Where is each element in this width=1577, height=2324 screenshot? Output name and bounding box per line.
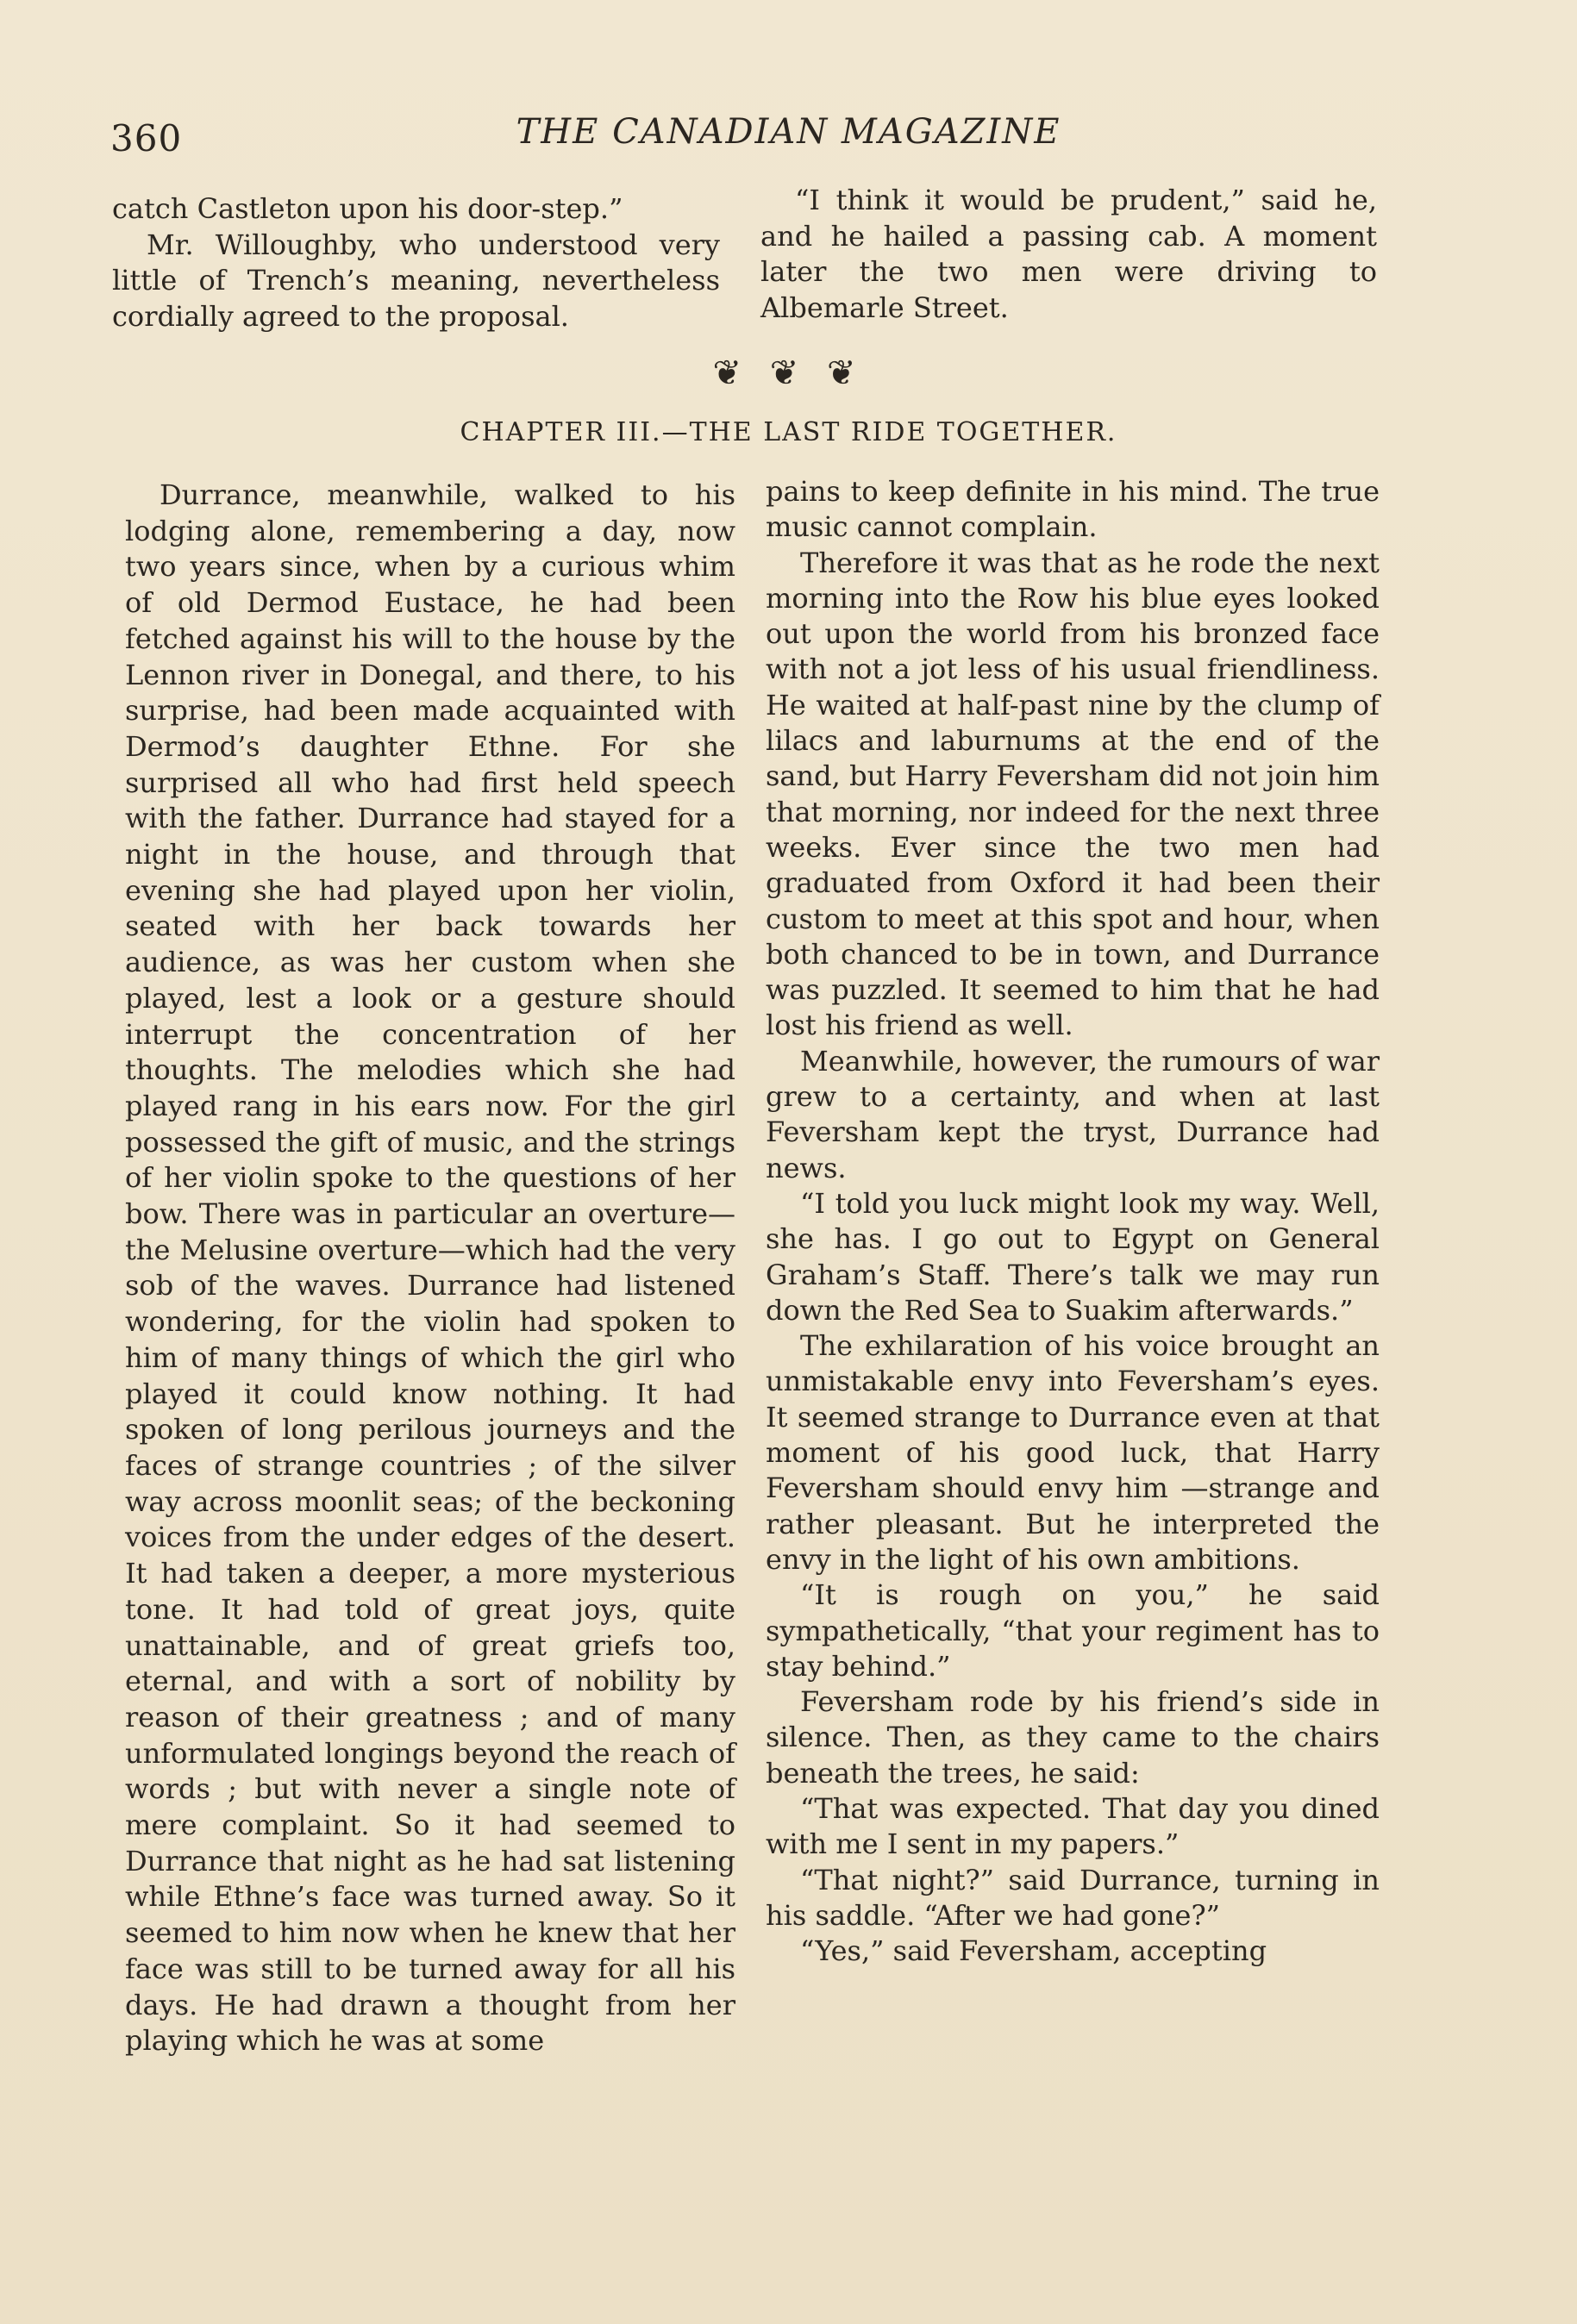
body-left-column: [125, 478, 735, 2059]
top-right-paragraph-1: “I think it would be prudent,” said he, and he hailed a passing cab. A moment later the two men were driving to Albemarle Street.: [760, 184, 1377, 324]
body-right-paragraph-9: “That night?” said Durrance, turning in his saddle. “After we had gone?”: [766, 1863, 1380, 1932]
body-right-paragraph-5: The exhilaration of his voice brought an unmistakable envy into Feversham’s eyes. It seemed strange to Durrance even at that moment of his good luck, that Harry Feversham should envy him —strange and rather pleasant. But he interpreted the envy in the light of his own ambitions.: [766, 1329, 1380, 1576]
body-left-paragraph-1: Durrance, meanwhile, walked to his lodging alone, remembering a day, now two years since, when by a curious whim of old Dermod Eustace, he had been fetched against his will to the house by the Lennon river in Donegal, and there, to his surprise, had been made acquainted with Dermod’s daughter Ethne. For she surprised all who had first held speech with the father. Durrance had stayed for a night in the house, and through that evening she had played upon her violin, seated with her back towards her audience, as was her custom when she played, lest a look or a gesture should interrupt the concentration of her thoughts. The melodies which she had played rang in his ears now. For the girl possessed the gift of music, and the strings of her violin spoke to the questions of her bow. There was in particular an overture—the Melusine overture—which had the very sob of the waves. Durrance had listened wondering, for the violin had spoken to him of many things of which the girl who played it could know nothing. It had spoken of long perilous journeys and the faces of strange countries ; of the silver way across moonlit seas; of the beckoning voices from the under edges of the desert. It had taken a deeper, a more mysterious tone. It had told of great joys, quite unattainable, and of great griefs too, eternal, and with a sort of nobility by reason of their greatness ; and of many unformulated longings beyond the reach of words ; but with never a single note of mere complaint. So it had seemed to Durrance that night as he had sat listening while Ethne’s face was turned away. So it seemed to him now when he knew that her face was still to be turned away for all his days. He had drawn a thought from her playing which he was at some: [125, 478, 735, 2058]
page-number: 360: [110, 117, 183, 159]
body-right-paragraph-8: “That was expected. That day you dined with me I sent in my papers.”: [766, 1791, 1380, 1861]
body-right-paragraph-1: pains to keep definite in his mind. The true music cannot complain.: [766, 475, 1380, 544]
body-right-paragraph-4: “I told you luck might look my way. Well, she has. I go out to Egypt on General Graham’s Staff. There’s talk we may run down the Red Sea to Suakim afterwards.”: [766, 1186, 1380, 1327]
top-left-paragraph-2: Mr. Willoughby, who understood very little of Trench’s meaning, nevertheless cordially agreed to the proposal.: [112, 228, 720, 333]
body-right-paragraph-10: “Yes,” said Feversham, accepting: [800, 1934, 1267, 1968]
top-left-column: [112, 191, 720, 334]
top-left-paragraph-1: catch Castleton upon his door-step.”: [112, 192, 623, 225]
top-right-column: [760, 183, 1377, 326]
body-right-paragraph-3: Meanwhile, however, the rumours of war grew to a certainty, and when at last Feversham kept the tryst, Durrance had news.: [766, 1044, 1380, 1184]
section-ornament-icon: ❦ ❦ ❦: [712, 353, 865, 393]
body-right-paragraph-6: “It is rough on you,” he said sympathetically, “that your regiment has to stay behind.”: [766, 1578, 1380, 1683]
body-right-paragraph-2: Therefore it was that as he rode the next morning into the Row his blue eyes looked out upon the world from his bronzed face with not a jot less of his usual friendliness. He waited at half-past nine by the clump of lilacs and laburnums at the end of the sand, but Harry Feversham did not join him that morning, nor indeed for the next three weeks. Ever since the two men had graduated from Oxford it had been their custom to meet at this spot and hour, when both chanced to be in town, and Durrance was puzzled. It seemed to him that he had lost his friend as well.: [766, 546, 1380, 1042]
running-title: THE CANADIAN MAGAZINE: [516, 112, 1061, 152]
body-right-paragraph-7: Feversham rode by his friend’s side in silence. Then, as they came to the chairs beneath the trees, he said:: [766, 1685, 1380, 1790]
chapter-title: CHAPTER III.—THE LAST RIDE TOGETHER.: [460, 417, 1117, 447]
body-right-column: [766, 474, 1380, 1969]
